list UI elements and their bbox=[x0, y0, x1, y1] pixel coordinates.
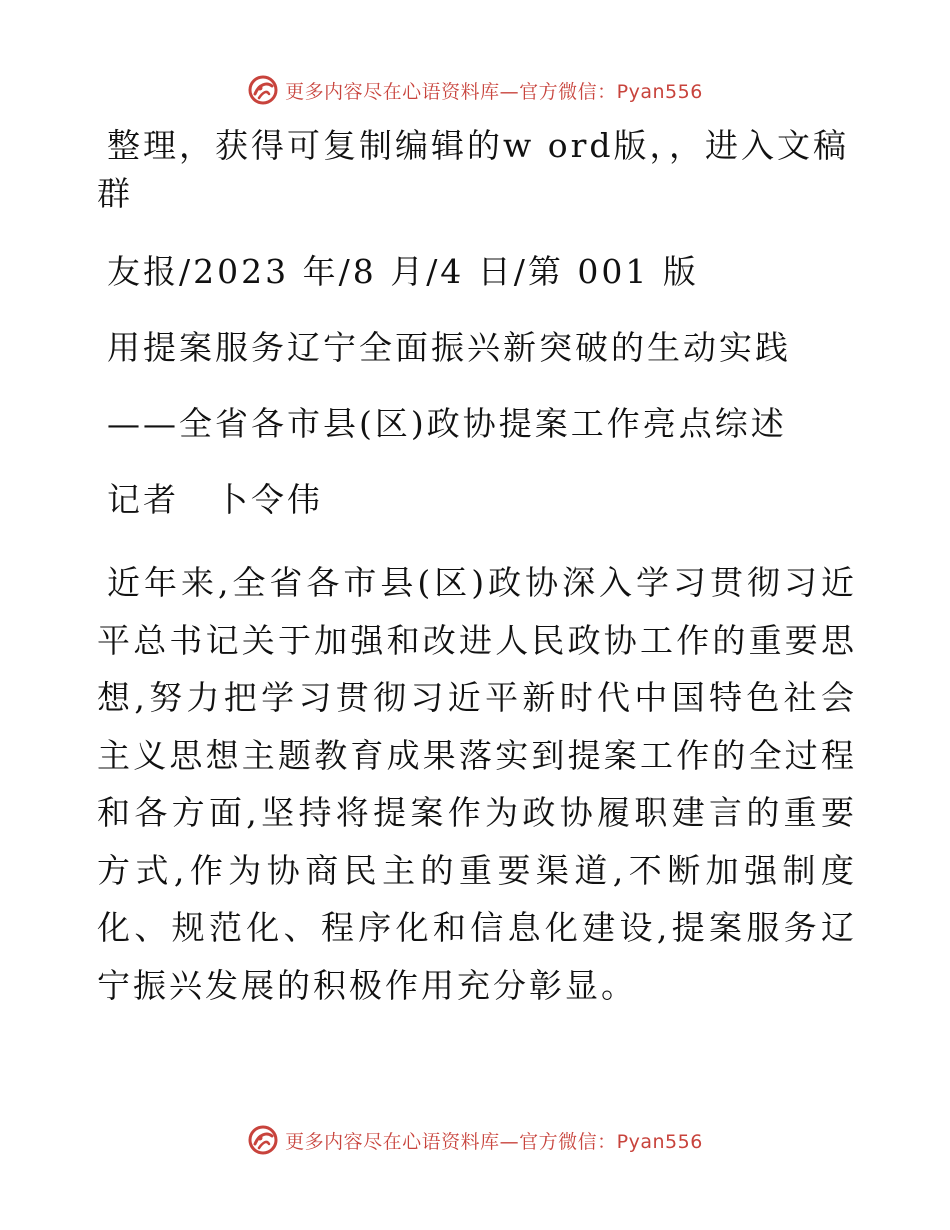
document-body bbox=[97, 122, 857, 1014]
intro-line: 整理，获得可复制编辑的w ord版，，进入文稿 bbox=[107, 126, 850, 165]
watermark-text: 更多内容尽在心语资料库—官方微信：Pyan556 bbox=[285, 80, 703, 103]
intro-line-wrap: 群 bbox=[97, 174, 133, 213]
subheadline: ——全省各市县(区)政协提案工作亮点综述 bbox=[107, 404, 787, 443]
headline: 用提案服务辽宁全面振兴新突破的生动实践 bbox=[107, 328, 791, 367]
source-line: 友报/2023 年/8 月/4 日/第 001 版 bbox=[107, 252, 699, 291]
footer-watermark-banner bbox=[0, 1120, 950, 1160]
body-paragraph: 近年来,全省各市县(区)政协深入学习贯彻习近平总书记关于加强和改进人民政协工作的重要思想,努力把学习贯彻习近平新时代中国特色社会主义思想主题教育成果落实到提案工作的全过程和各方面,坚持将提案作为政协履职建言的重要方式,作为协商民主的重要渠道,不断加强制度化、规范化、程序化和信息化建设,提案服务辽宁振兴发展的积极作用充分彰显。 bbox=[97, 563, 857, 1005]
watermark-text: 更多内容尽在心语资料库—官方微信：Pyan556 bbox=[285, 1130, 703, 1153]
red-swirl-logo-icon bbox=[247, 1124, 279, 1156]
header-watermark-banner bbox=[0, 70, 950, 110]
byline: 记者 卜令伟 bbox=[107, 480, 323, 519]
red-swirl-logo-icon bbox=[247, 74, 279, 106]
